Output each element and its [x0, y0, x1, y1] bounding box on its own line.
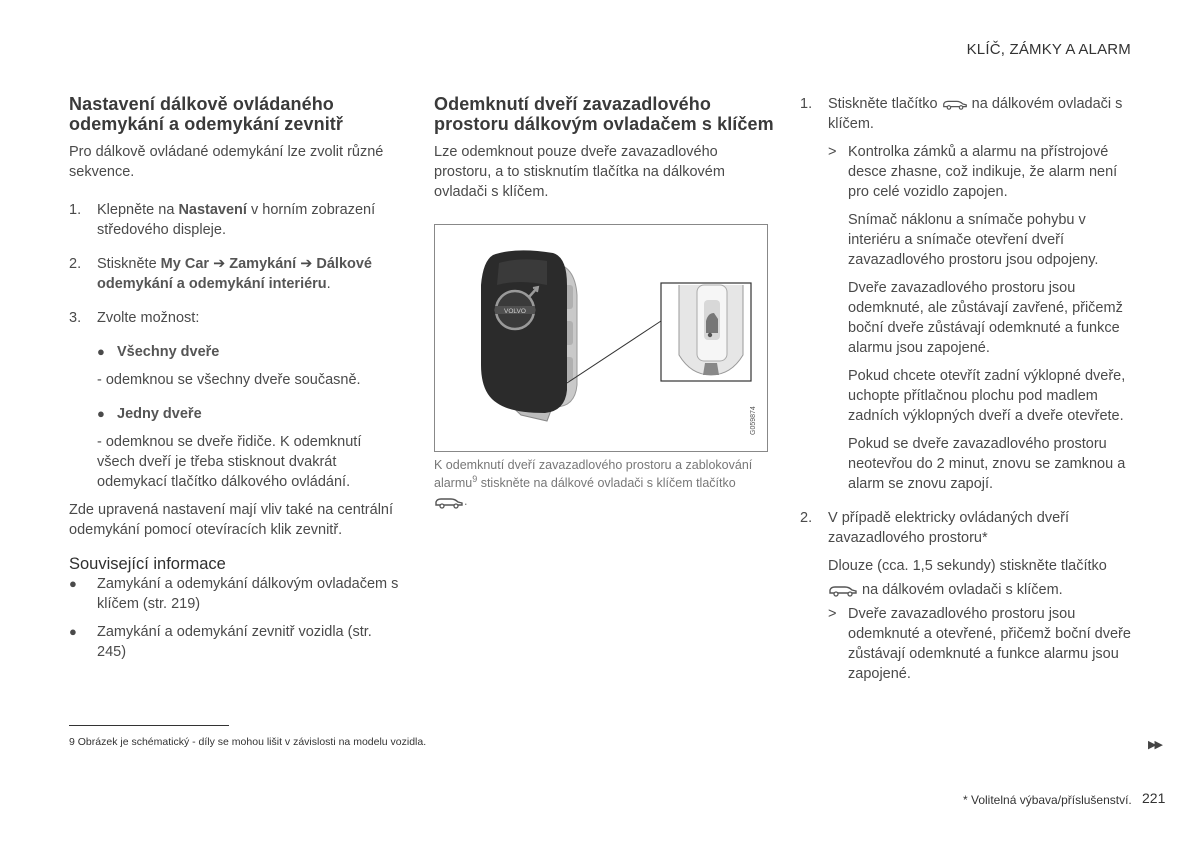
key-fob-illustration — [435, 225, 767, 451]
related-link[interactable]: ● Zamykání a odemykání zevnitř vozidla (str. 245) — [69, 624, 372, 660]
settings-note: Zde upravená nastavení mají vliv také na centrální odemykání pomocí otevíracích klik zevnitř. — [69, 502, 394, 538]
step-item: 2. Stiskněte My Car ➔ Zamykání ➔ Dálkové odemykání a odemykání interiéru. — [69, 256, 372, 292]
option-item: ● Jedny dveře — [97, 406, 202, 422]
info-paragraph: Pokud se dveře zavazadlového prostoru neotevřou do 2 minut, znovu se zamknou a alarm se znovu zapojí. — [848, 436, 1126, 492]
step-item: 3. Zvolte možnost: — [69, 310, 200, 326]
column-settings — [69, 94, 399, 662]
optional-equipment-note: * Volitelná výbava/příslušenství. — [963, 793, 1132, 807]
page-number: 221 — [1142, 790, 1166, 806]
arrow-right-icon: ➔ — [213, 256, 226, 272]
footnote-divider — [69, 725, 229, 726]
section-header: KLÍČ, ZÁMKY A ALARM — [966, 41, 1131, 58]
step-instruction: Dlouze (cca. 1,5 sekundy) stiskněte tlačítko — [828, 558, 1107, 574]
option-item: ● Všechny dveře — [97, 344, 220, 360]
result-item: > Kontrolka zámků a alarmu na přístrojové desce zhasne, což indikuje, že alarm není pro celé vozidlo zapojen. — [828, 144, 1118, 200]
column-steps: 1. Stiskněte tlačítko na dálkovém ovladači s klíčem. > Kontrolka zámků a alarmu na přístrojové desce zhasne, což indikuje, že alarm není pro celé vozidlo zapojen. Snímač náklonu a snímače pohybu v interiéru a snímače otevření dveří zavazadlového prostoru jsou odpojeny. Dveře zavazadlového prostoru jsou odemknuté, ale zůstávají zavřené, přičemž boční dveře zůstávají odemknuté a funkce alarmu jsou zapojené. Pokud chcete otevřít zadní výklopné dveře, uchopte přítlačnou plochu pod madlem zadních výklopných dveří a dveře otevřete. Pokud se dveře zavazadlového prostoru neotevřou do 2 minut, znovu se zamknou a alarm se znovu zapojí. 2. V případě elektricky ovládaných dveří zavazadlového prostoru* Dlouze (cca. 1,5 sekundy) stiskněte tlačítko na dálkovém ovladači s klíčem. > Dveře zavazadlového prostoru jsou odemknuté a otevřené, přičemž boční dveře zůstávají odemknuté a funkce alarmu jsou zapojené. — [800, 94, 1134, 684]
figure-caption: K odemknutí dveří zavazadlového prostoru a zablokování alarmu$^9$ stiskněte na dálkové ovladači s klíčem tlačítko . — [434, 458, 753, 508]
tailgate-button-icon — [434, 495, 464, 509]
settings-heading: Nastavení dálkově ovládaného odemykání a odemykání zevnitř — [69, 94, 343, 134]
footnote: 9 Obrázek je schématický - díly se mohou lišit v závislosti na modelu vozidla. — [69, 736, 427, 748]
step-item: 2. V případě elektricky ovládaných dveří zavazadlového prostoru* — [800, 510, 1069, 546]
related-link[interactable]: ● Zamykání a odemykání dálkovým ovladačem s klíčem (str. 219) — [69, 576, 399, 612]
info-paragraph: Snímač náklonu a snímače pohybu v interiéru a snímače otevření dveří zavazadlového prostoru jsou odpojeny. — [848, 212, 1099, 268]
result-item: > Dveře zavazadlového prostoru jsou odemknuté a otevřené, přičemž boční dveře zůstávají odemknuté a funkce alarmu jsou zapojené. — [828, 606, 1131, 682]
related-heading: Související informace — [69, 555, 226, 573]
volvo-logo: VOLVO — [504, 308, 526, 315]
arrow-right-icon: ➔ — [300, 256, 313, 272]
column-tailgate — [434, 94, 774, 510]
tailgate-intro: Lze odemknout pouze dveře zavazadlového prostoru, a to stisknutím tlačítka na dálkovém ovladači s klíčem. — [434, 144, 725, 200]
next-page-icon[interactable]: ▶▶ — [1148, 739, 1161, 751]
info-paragraph: Pokud chcete otevřít zadní výklopné dveře, uchopte přítlačnou plochu pod madlem zadních výklopných dveří a dveře otevřete. — [848, 368, 1126, 424]
tailgate-heading: Odemknutí dveří zavazadlového prostoru dálkovým ovladačem s klíčem — [434, 94, 774, 134]
option-description: - odemknou se dveře řidiče. K odemknutí všech dveří je třeba stisknout dvakrát odemykací tlačítko dálkového ovládání. — [97, 434, 362, 490]
key-fob-figure — [434, 224, 768, 452]
settings-intro: Pro dálkově ovládané odemykání lze zvolit různé sekvence. — [69, 144, 384, 180]
option-description: - odemknou se všechny dveře současně. — [97, 372, 361, 388]
tailgate-button-icon — [942, 97, 968, 111]
step-item: 1. Klepněte na Nastavení v horním zobrazení středového displeje. — [69, 202, 376, 238]
step-item: 1. Stiskněte tlačítko na dálkovém ovladači s klíčem. — [800, 96, 1123, 132]
info-paragraph: Dveře zavazadlového prostoru jsou odemknuté, ale zůstávají zavřené, přičemž boční dveře zůstávají odemknuté a funkce alarmu jsou zapojené. — [848, 280, 1123, 356]
figure-id: G059874 — [750, 406, 757, 435]
tailgate-button-icon — [828, 583, 858, 597]
